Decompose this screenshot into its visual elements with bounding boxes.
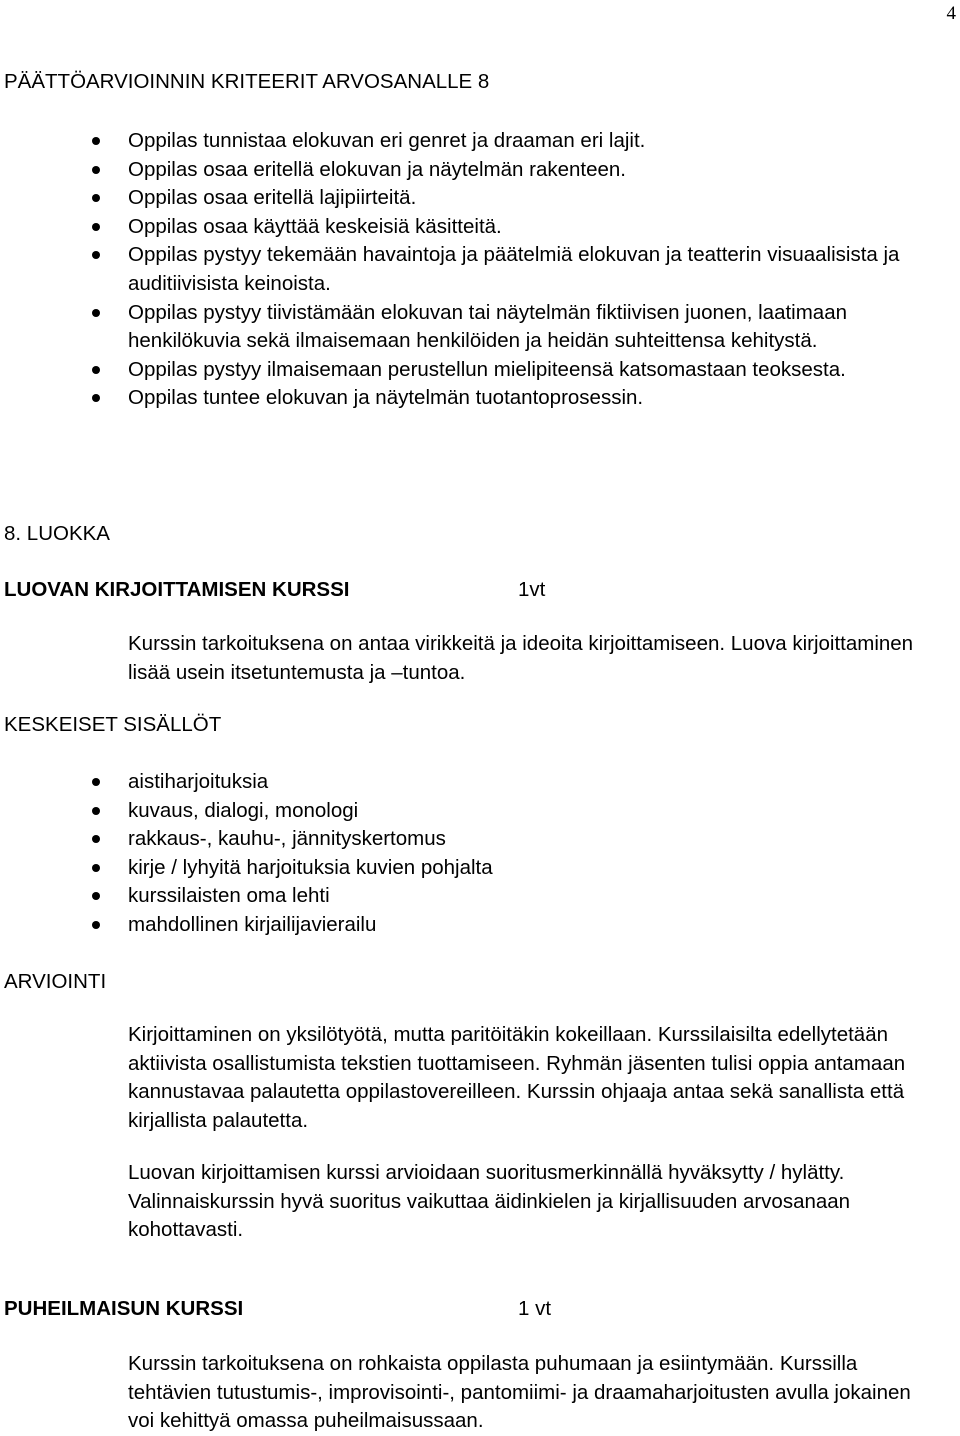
list-item: kurssilaisten oma lehti <box>0 882 938 911</box>
list-item: Oppilas osaa eritellä lajipiirteitä. <box>0 184 938 213</box>
assessment-paragraph: Kirjoittaminen on yksilötyötä, mutta paritöitäkin kokeillaan. Kurssilaisilta edellytetään aktiivista osallistumista tekstien tuottamiseen. Ryhmän jäsenten tulisi oppia antamaan kannustavaa palautetta oppilastovereilleen. Kurssin ohjaaja antaa sekä sanallista että kirjallista palautetta. <box>128 1023 906 1132</box>
course2-title: PUHEILMAISUN KURSSI <box>4 1297 244 1320</box>
list-item: kirje / lyhyitä harjoituksia kuvien pohjalta <box>0 854 938 883</box>
list-item: aistiharjoituksia <box>0 768 938 797</box>
list-item: Oppilas pystyy tiivistämään elokuvan tai näytelmän fiktiivisen juonen, laatimaan henkilökuvia sekä ilmaisemaan henkilöiden ja heidän suhteittensa kehitystä. <box>0 299 938 356</box>
course2-credits: 1 vt <box>518 1297 552 1320</box>
list-item: Oppilas osaa eritellä elokuvan ja näytelmän rakenteen. <box>0 156 938 185</box>
course1-credits: 1vt <box>518 578 546 601</box>
list-item: rakkaus-, kauhu-, jännityskertomus <box>0 825 938 854</box>
course2-intro: Kurssin tarkoituksena on rohkaista oppilasta puhumaan ja esiintymään. Kurssilla tehtävien tutustumis-, improvisointi-, pantomiimi- ja draamaharjoitusten avulla jokainen voi kehittyä omassa puheilmaisussaan. <box>128 1352 911 1433</box>
assessment-paragraph: Luovan kirjoittamisen kurssi arvioidaan suoritusmerkinnällä hyväksytty / hylätty. Valinnaiskurssin hyvä suoritus vaikuttaa äidinkielen ja kirjallisuuden arvosanaan kohottavasti. <box>128 1161 851 1242</box>
list-item: Oppilas pystyy tekemään havaintoja ja päätelmiä elokuvan ja teatterin visuaalisista ja auditiivisista keinoista. <box>0 241 938 298</box>
list-item: Oppilas osaa käyttää keskeisiä käsitteitä. <box>0 213 938 242</box>
list-item: mahdollinen kirjailijavierailu <box>0 911 938 940</box>
course1-title: LUOVAN KIRJOITTAMISEN KURSSI <box>4 578 350 601</box>
list-item: kuvaus, dialogi, monologi <box>0 797 938 826</box>
course1-intro: Kurssin tarkoituksena on antaa virikkeitä ja ideoita kirjoittamiseen. Luova kirjoittaminen lisää usein itsetuntemusta ja –tuntoa. <box>128 632 914 684</box>
list-item: Oppilas tunnistaa elokuvan eri genret ja draaman eri lajit. <box>0 127 938 156</box>
content-list <box>0 768 938 940</box>
page-number: 4 <box>946 3 956 24</box>
list-item: Oppilas tuntee elokuvan ja näytelmän tuotantoprosessin. <box>0 384 938 413</box>
content-heading: KESKEISET SISÄLLÖT <box>4 713 222 736</box>
criteria-list <box>0 127 938 413</box>
grade-heading: 8. LUOKKA <box>4 522 110 545</box>
criteria-heading: PÄÄTTÖARVIOINNIN KRITEERIT ARVOSANALLE 8 <box>4 70 490 93</box>
assessment-heading: ARVIOINTI <box>4 970 107 993</box>
list-item: Oppilas pystyy ilmaisemaan perustellun mielipiteensä katsomastaan teoksesta. <box>0 356 938 385</box>
